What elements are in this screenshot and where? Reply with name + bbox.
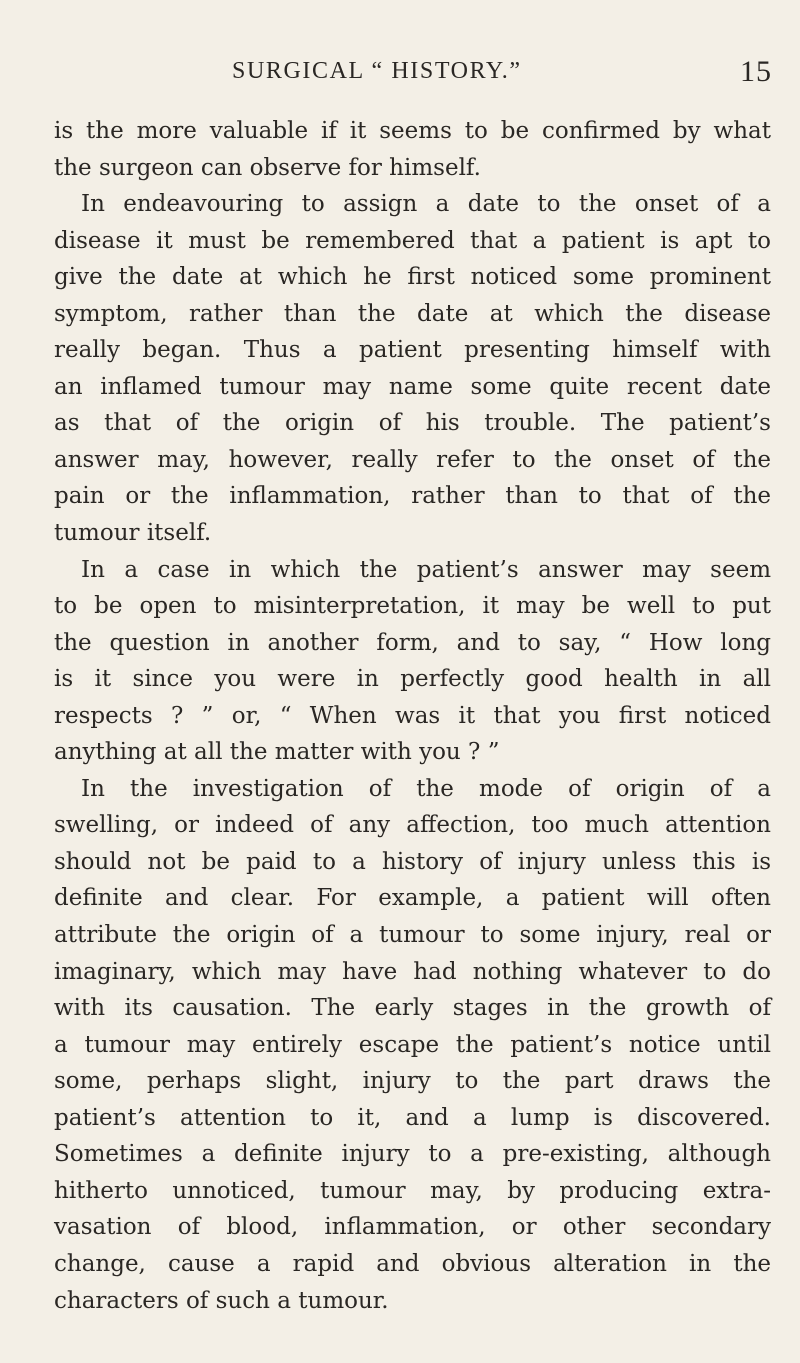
- paragraph-start-line: In the investigation of the mode of origin of a: [81, 775, 771, 802]
- text-line: disease it must be remembered that a patient is apt to: [54, 227, 771, 254]
- text-line: should not be paid to a history of injury unless this is: [54, 848, 771, 875]
- running-head: [0, 55, 800, 98]
- text-line: is the more valuable if it seems to be confirmed by what: [54, 118, 771, 144]
- text-line: change, cause a rapid and obvious alteration in the: [54, 1250, 771, 1277]
- text-line: imaginary, which may have had nothing whatever to do: [54, 958, 771, 985]
- paragraph-start-line: In endeavouring to assign a date to the onset of a: [81, 191, 771, 218]
- text-line: give the date at which he first noticed some prominent: [54, 264, 771, 291]
- text-line: hitherto unnoticed, tumour may, by producing extra-: [54, 1177, 771, 1204]
- text-line: Sometimes a definite injury to a pre-existing, although: [54, 1141, 771, 1168]
- text-line: really began. Thus a patient presenting himself with: [54, 337, 771, 364]
- text-line: tumour itself.: [54, 520, 212, 547]
- text-line: with its causation. The early stages in the growth of: [54, 995, 771, 1022]
- text-line: the surgeon can observe for himself.: [54, 154, 481, 181]
- text-line: vasation of blood, inflammation, or other secondary: [54, 1214, 771, 1241]
- text-line: is it since you were in perfectly good health in all: [54, 666, 771, 693]
- text-line: symptom, rather than the date at which the disease: [54, 300, 771, 327]
- text-line: the question in another form, and to say, “ How long: [54, 629, 771, 656]
- text-line: respects ? ” or, “ When was it that you first noticed: [54, 702, 771, 729]
- page-number: 15: [740, 55, 772, 88]
- body-text: [54, 113, 771, 1319]
- text-line: characters of such a tumour.: [54, 1287, 389, 1314]
- text-line: swelling, or indeed of any affection, too much attention: [54, 812, 771, 839]
- text-line: to be open to misinterpretation, it may be well to put: [54, 593, 771, 620]
- paragraph-start-line: In a case in which the patient’s answer may seem: [81, 556, 771, 583]
- text-line: definite and clear. For example, a patient will often: [54, 885, 771, 912]
- running-title: SURGICAL “ HISTORY.”: [232, 58, 522, 84]
- text-line: as that of the origin of his trouble. The patient’s: [54, 410, 771, 437]
- text-line: patient’s attention to it, and a lump is discovered.: [54, 1104, 771, 1131]
- text-line: pain or the inflammation, rather than to that of the: [54, 483, 771, 510]
- text-line: an inflamed tumour may name some quite recent date: [54, 373, 771, 400]
- text-line: attribute the origin of a tumour to some injury, real or: [54, 922, 771, 949]
- text-line: anything at all the matter with you ? ”: [54, 739, 500, 766]
- text-line: answer may, however, really refer to the onset of the: [54, 446, 771, 473]
- text-line: a tumour may entirely escape the patient’s notice until: [54, 1031, 771, 1058]
- text-line: some, perhaps slight, injury to the part draws the: [54, 1068, 771, 1095]
